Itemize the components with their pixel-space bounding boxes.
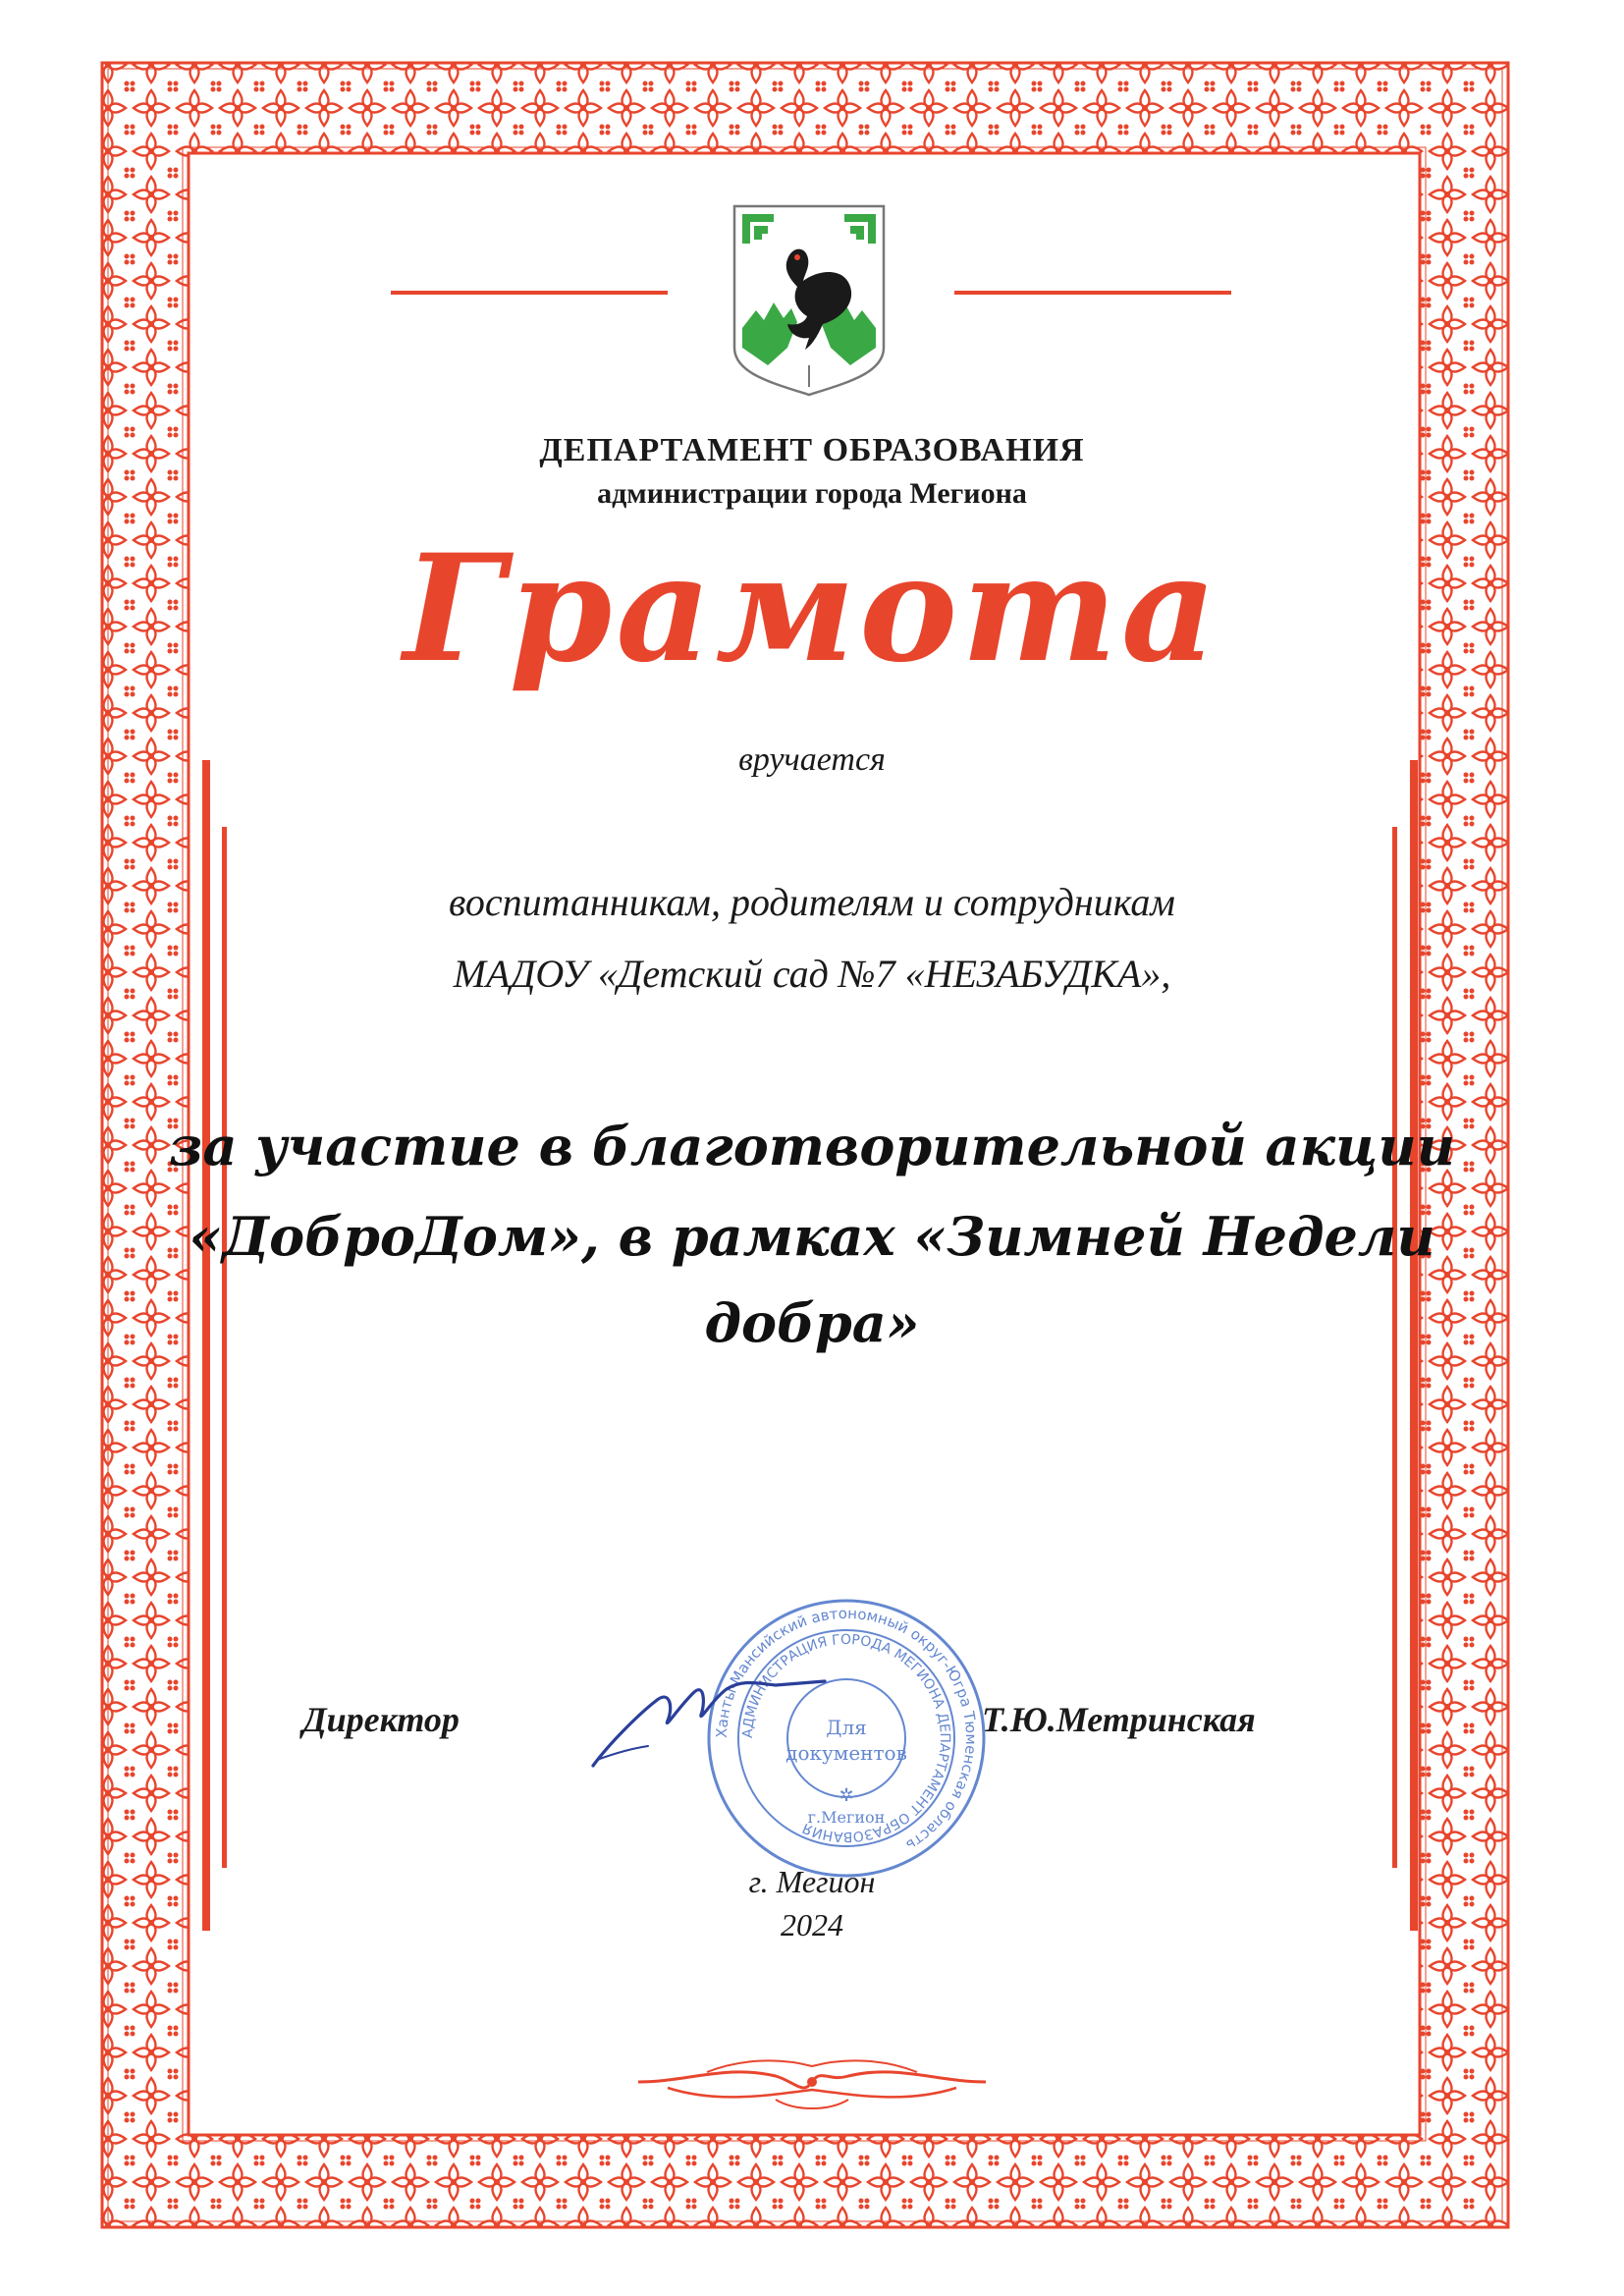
handwritten-signature bbox=[579, 1650, 835, 1777]
signatory-name: Т.Ю.Метринская bbox=[982, 1700, 1256, 1739]
awarded-label: вручается bbox=[738, 741, 886, 778]
place: г. Мегион bbox=[748, 1864, 876, 1899]
header-rule-left bbox=[391, 291, 668, 295]
reason-line-3: добра» bbox=[704, 1291, 920, 1354]
recipient-line-2: МАДОУ «Детский сад №7 «НЕЗАБУДКА», bbox=[453, 952, 1171, 996]
stamp-inner-text: АДМИНИСТРАЦИЯ ГОРОДА МЕГИОНА ДЕПАРТАМЕНТ ОБРАЗОВАНИЯ bbox=[739, 1631, 953, 1845]
department-name: ДЕПАРТАМЕНТ ОБРАЗОВАНИЯ bbox=[539, 432, 1085, 468]
certificate-title: Грамота bbox=[403, 522, 1221, 695]
reason-line-1: за участие в благотворительной акции bbox=[169, 1115, 1455, 1177]
decorative-flourish bbox=[628, 2043, 996, 2121]
reason-line-2: «ДоброДом», в рамках «Зимней Недели bbox=[189, 1205, 1435, 1268]
recipient-line-1: воспитанникам, родителям и сотрудникам bbox=[449, 880, 1175, 924]
signatory-position: Директор bbox=[302, 1700, 460, 1739]
coat-of-arms-grouse-icon bbox=[729, 200, 890, 397]
header-rule-right bbox=[954, 291, 1231, 295]
stamp-center-line-1: Для bbox=[826, 1716, 867, 1739]
stamp-bottom-text: г.Мегион bbox=[807, 1808, 886, 1827]
year: 2024 bbox=[781, 1907, 843, 1942]
administration-name: администрации города Мегиона bbox=[597, 477, 1027, 510]
stamp-center-line-2: документов bbox=[785, 1741, 907, 1765]
stamp-outer-text: Ханты-Мансийский автономный округ-Югра Тюменская область bbox=[712, 1604, 981, 1855]
stamp-star-icon: ✲ bbox=[839, 1785, 854, 1806]
